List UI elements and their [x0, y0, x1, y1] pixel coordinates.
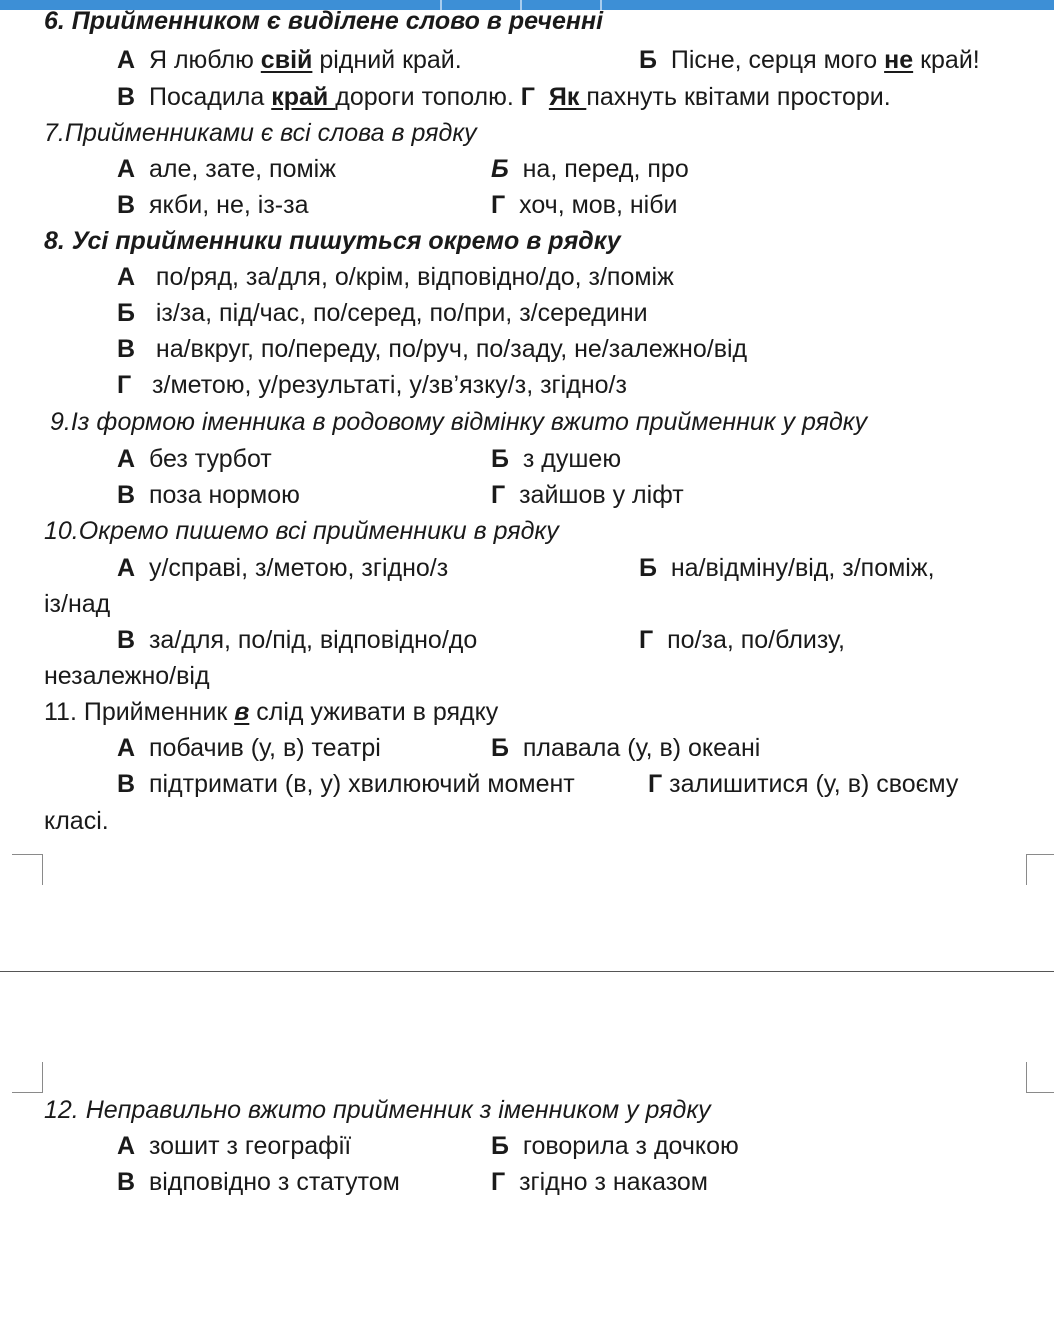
- option-letter: Б: [491, 1132, 509, 1160]
- option-letter: В: [117, 83, 136, 111]
- q9-option-d: [491, 480, 684, 510]
- option-letter: Б: [491, 734, 509, 762]
- q11-option-a: [117, 733, 381, 763]
- option-text: якби, не, із-за: [148, 191, 309, 219]
- option-letter: А: [117, 263, 136, 291]
- option-text: з/метою, у/результаті, у/зв’язку/з, згідно/з: [152, 371, 627, 399]
- q12-option-d: [491, 1167, 708, 1197]
- option-letter: А: [117, 734, 136, 762]
- option-letter: В: [117, 1168, 136, 1196]
- page-break-line: [0, 971, 1054, 972]
- option-text: за/для, по/під, відповідно/до: [148, 626, 478, 654]
- option-text: зайшов у ліфт: [519, 481, 684, 509]
- option-letter: Б: [491, 155, 509, 183]
- option-text: рідний край.: [312, 46, 462, 74]
- q10-option-a: [117, 553, 448, 583]
- highlighted-word: не: [884, 46, 914, 74]
- option-letter: Б: [639, 46, 657, 74]
- q10-option-b-continued: із/над: [44, 590, 111, 618]
- option-text: дороги тополю.: [335, 83, 514, 111]
- option-letter: В: [117, 191, 136, 219]
- option-text: на/вкруг, по/переду, по/руч, по/заду, не/залежно/від: [155, 335, 748, 363]
- q8-option-a: [117, 262, 674, 292]
- option-letter: В: [117, 481, 136, 509]
- page-corner-mark: [1026, 1062, 1054, 1093]
- option-text: по/за, по/близу,: [667, 626, 845, 654]
- option-text: на/відміну/від, з/поміж,: [670, 554, 935, 582]
- highlighted-word: Як: [548, 83, 587, 111]
- q9-option-a: [117, 444, 272, 474]
- option-letter: Г: [117, 371, 132, 399]
- option-letter: В: [117, 626, 136, 654]
- q6-options-c-d: [117, 82, 891, 112]
- option-letter: Г: [520, 83, 535, 111]
- option-letter: В: [117, 770, 136, 798]
- option-text: у/справі, з/метою, згідно/з: [148, 554, 449, 582]
- highlighted-word: в: [234, 698, 250, 726]
- option-text: Посадила: [148, 83, 272, 111]
- title-text: 11. Прийменник: [44, 698, 235, 726]
- question-11-title: [44, 697, 498, 727]
- page-corner-mark: [12, 854, 43, 885]
- option-text: пахнуть квітами простори.: [586, 83, 891, 111]
- option-letter: А: [117, 554, 136, 582]
- option-text: поза нормою: [148, 481, 300, 509]
- question-10-title: 10.Окремо пишемо всі прийменники в рядку: [44, 517, 559, 545]
- page-corner-mark: [1026, 854, 1054, 885]
- q10-option-b: [639, 553, 935, 583]
- q10-option-c: [117, 625, 477, 655]
- option-letter: А: [117, 46, 136, 74]
- option-text: але, зате, поміж: [148, 155, 336, 183]
- option-letter: Г: [639, 626, 654, 654]
- q6-option-a: [117, 45, 462, 75]
- option-text: плавала (у, в) океані: [522, 734, 761, 762]
- question-7-title: 7.Прийменниками є всі слова в рядку: [44, 119, 477, 147]
- option-letter: Г: [491, 191, 506, 219]
- q8-option-c: [117, 334, 747, 364]
- option-letter: Б: [639, 554, 657, 582]
- q8-option-b: [117, 298, 648, 328]
- question-8-title: 8. Усі прийменники пишуться окремо в рядку: [44, 227, 621, 255]
- option-text: з душею: [522, 445, 622, 473]
- option-text: на, перед, про: [522, 155, 689, 183]
- option-text: по/ряд, за/для, о/крім, відповідно/до, з/поміж: [155, 263, 674, 291]
- question-6-title: 6. Прийменником є виділене слово в реченні: [44, 7, 604, 35]
- q11-option-b: [491, 733, 760, 763]
- option-letter: Г: [648, 770, 663, 798]
- option-letter: Г: [491, 1168, 506, 1196]
- option-text: зошит з географії: [148, 1132, 352, 1160]
- q7-option-b: [491, 154, 689, 184]
- q9-option-c: [117, 480, 300, 510]
- option-text: підтримати (в, у) хвилюючий момент: [148, 770, 575, 798]
- q11-option-d-continued: класі.: [44, 807, 109, 835]
- q8-option-d: [117, 370, 627, 400]
- q12-option-b: [491, 1131, 739, 1161]
- question-9-title: 9.Із формою іменника в родовому відмінку вжито прийменник у рядку: [50, 408, 868, 436]
- option-letter: А: [117, 1132, 136, 1160]
- option-text: відповідно з статутом: [148, 1168, 400, 1196]
- highlighted-word: свій: [260, 46, 313, 74]
- page-corner-mark: [12, 1062, 43, 1093]
- option-letter: В: [117, 335, 136, 363]
- q7-option-a: [117, 154, 336, 184]
- option-text: із/за, під/час, по/серед, по/при, з/середини: [155, 299, 648, 327]
- q11-option-d: [648, 769, 958, 799]
- option-text: згідно з наказом: [519, 1168, 708, 1196]
- option-text: Я люблю: [148, 46, 261, 74]
- q12-option-c: [117, 1167, 400, 1197]
- q10-option-d-continued: незалежно/від: [44, 662, 210, 690]
- title-text: слід уживати в рядку: [249, 698, 499, 726]
- option-text: залишитися (у, в) своєму: [669, 770, 959, 798]
- q9-option-b: [491, 444, 621, 474]
- q10-option-d: [639, 625, 845, 655]
- highlighted-word: край: [271, 83, 336, 111]
- q6-option-b: [639, 45, 980, 75]
- option-text: хоч, мов, ніби: [519, 191, 678, 219]
- option-letter: Г: [491, 481, 506, 509]
- option-text: говорила з дочкою: [522, 1132, 739, 1160]
- question-12-title: 12. Неправильно вжито прийменник з іменником у рядку: [44, 1096, 711, 1124]
- option-letter: Б: [117, 299, 135, 327]
- q7-option-d: [491, 190, 678, 220]
- q12-option-a: [117, 1131, 351, 1161]
- q7-option-c: [117, 190, 308, 220]
- q11-option-c: [117, 769, 575, 799]
- option-letter: А: [117, 155, 136, 183]
- option-text: край!: [913, 46, 980, 74]
- option-letter: А: [117, 445, 136, 473]
- option-text: Пісне, серця мого: [670, 46, 885, 74]
- option-text: без турбот: [148, 445, 272, 473]
- option-text: побачив (у, в) театрі: [148, 734, 381, 762]
- option-letter: Б: [491, 445, 509, 473]
